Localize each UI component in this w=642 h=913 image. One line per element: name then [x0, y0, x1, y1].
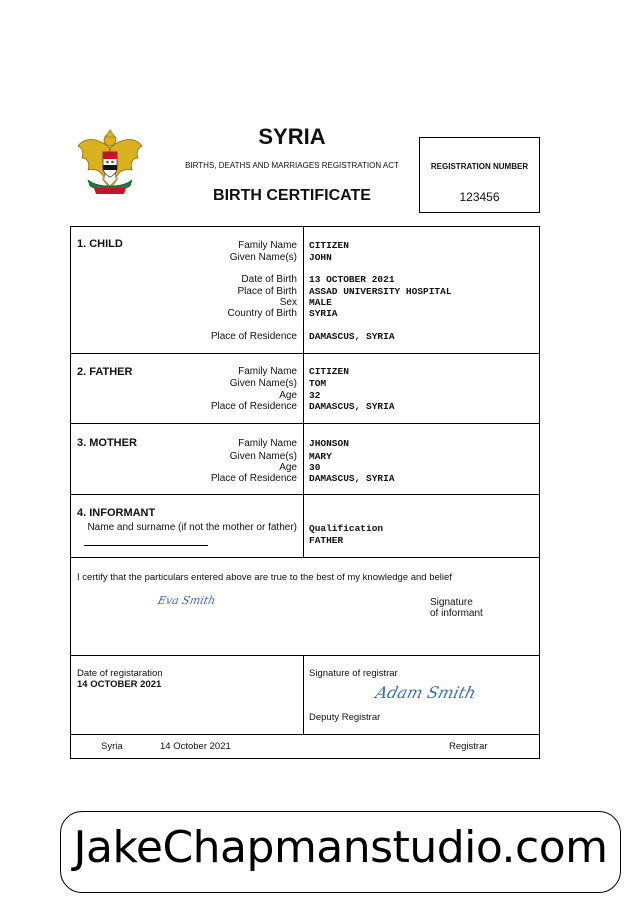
- informant-signature: Eva Smith: [156, 594, 217, 607]
- mother-given-value: MARY: [309, 451, 332, 462]
- mother-family-value: JHONSON: [309, 438, 349, 449]
- divider-informant: [70, 557, 540, 558]
- registration-date-label: Date of registaration: [77, 668, 163, 679]
- divider-certify: [70, 655, 540, 656]
- footer-date: 14 October 2021: [160, 741, 231, 752]
- child-dob-value: 13 OCTOBER 2021: [309, 274, 395, 285]
- footer-place: Syria: [101, 741, 123, 752]
- document-title: BIRTH CERTIFICATE: [213, 187, 371, 204]
- child-family-value: CITIZEN: [309, 240, 349, 251]
- informant-name-line: [84, 545, 208, 546]
- watermark-banner: [60, 811, 621, 893]
- divider-father: [70, 423, 540, 424]
- informant-qualification-label: Qualification: [309, 523, 384, 534]
- father-age-label: Age: [279, 390, 297, 401]
- child-given-label: Given Name(s): [229, 252, 297, 263]
- child-residence-value: DAMASCUS, SYRIA: [309, 331, 395, 342]
- certification-text: I certify that the particulars entered above are true to the best of my knowledge and belief: [77, 572, 452, 583]
- child-dob-label: Date of Birth: [241, 274, 297, 285]
- country-title: SYRIA: [258, 124, 326, 149]
- mother-family-label: Family Name: [238, 438, 297, 449]
- mother-heading: 3. MOTHER: [77, 437, 137, 449]
- act-title: BIRTHS, DEATHS AND MARRIAGES REGISTRATION ACT: [185, 161, 399, 170]
- registration-number: 123456: [459, 190, 500, 204]
- signature-informant-label-1: Signature: [430, 597, 473, 608]
- registration-date-value: 14 OCTOBER 2021: [77, 679, 162, 690]
- father-family-value: CITIZEN: [309, 366, 349, 377]
- divider-registration: [70, 734, 540, 735]
- child-family-label: Family Name: [238, 240, 297, 251]
- informant-qualification-value: FATHER: [309, 535, 344, 546]
- registrar-signature-label: Signature of registrar: [309, 668, 398, 679]
- registration-number-box: [419, 137, 540, 213]
- mother-residence-value: DAMASCUS, SYRIA: [309, 473, 395, 484]
- emblem-icon: [74, 128, 146, 198]
- deputy-registrar-label: Deputy Registrar: [309, 712, 381, 723]
- child-residence-label: Place of Residence: [210, 331, 297, 342]
- father-given-label: Given Name(s): [229, 378, 297, 389]
- child-pob-value: ASSAD UNIVERSITY HOSPITAL: [309, 286, 452, 297]
- column-divider: [303, 226, 304, 557]
- watermark-text: JakeChapmanstudio.com: [73, 822, 608, 873]
- footer-role: Registrar: [449, 741, 488, 752]
- child-country-label: Country of Birth: [227, 308, 297, 319]
- father-residence-label: Place of Residence: [210, 401, 297, 412]
- mother-residence-label: Place of Residence: [210, 473, 297, 484]
- registration-number-label: REGISTRATION NUMBER: [430, 162, 529, 171]
- father-residence-value: DAMASCUS, SYRIA: [309, 401, 395, 412]
- child-country-value: SYRIA: [309, 308, 338, 319]
- child-given-value: JOHN: [309, 252, 332, 263]
- divider-child: [70, 353, 540, 354]
- informant-name-label: Name and surname (if not the mother or father): [87, 522, 297, 533]
- mother-age-value: 30: [309, 462, 321, 473]
- child-sex-value: MALE: [309, 297, 332, 308]
- father-heading: 2. FATHER: [77, 366, 133, 378]
- father-given-value: TOM: [309, 378, 327, 389]
- father-age-value: 32: [309, 390, 321, 401]
- informant-heading: 4. INFORMANT: [77, 507, 156, 519]
- child-pob-label: Place of Birth: [237, 286, 297, 297]
- registration-column-divider: [303, 655, 304, 734]
- child-heading: 1. CHILD: [77, 238, 123, 250]
- father-family-label: Family Name: [238, 366, 297, 377]
- signature-informant-label-2: of informant: [430, 608, 483, 619]
- mother-age-label: Age: [279, 462, 297, 473]
- divider-mother: [70, 494, 540, 495]
- child-sex-label: Sex: [279, 297, 297, 308]
- mother-given-label: Given Name(s): [229, 451, 297, 462]
- registrar-signature: Adam Smith: [373, 683, 478, 702]
